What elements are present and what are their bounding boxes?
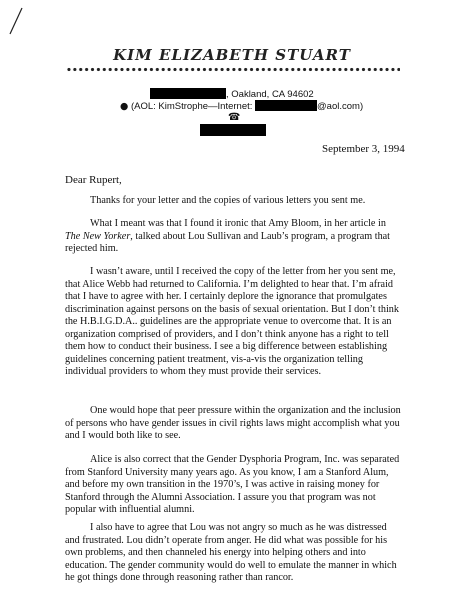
address-city: , Oakland, CA 94602 — [226, 89, 314, 100]
apple-icon: ● — [120, 101, 129, 112]
telephone-icon: ☎ — [228, 112, 241, 123]
paragraph-4: One would hope that peer pressure within the organization and the inclusion of persons who have gender issues in civil rights laws might accomplish what you and I would both like to see. — [65, 405, 401, 441]
paragraph-3: I wasn’t aware, until I received the copy of the letter from her you sent me, that Alice Webb had returned to California. I’m delighted to hear that. I’m afraid that I have to agree with her. I certainly deplore the ignorance that promulgates discrimination against persons on the basis of sexual orientation. But I don’t think the H.B.I.G.D.A.. guidelines are the appropriate venue to overcome that. It is an organization comprised of providers, and I don’t think anyone has a right to tell them how to conduct their business. I see a big difference between establishing guidelines concerning patient treatment, vis-a-vis the organization telling individual providers to whom they must provide their services. — [65, 266, 399, 377]
letter-date: September 3, 1994 — [322, 143, 405, 155]
salutation: Dear Rupert, — [65, 174, 122, 186]
redacted-street-address — [150, 88, 226, 99]
paragraph-1: Thanks for your letter and the copies of various letters you sent me. — [90, 195, 366, 206]
redacted-email-handle — [255, 100, 317, 111]
letterhead-name: KIM ELIZABETH STUART — [113, 46, 351, 64]
aol-suffix: @aol.com) — [317, 101, 364, 112]
paragraph-5: Alice is also correct that the Gender Dysphoria Program, Inc. was separated from Stanford University many years ago. As you know, I am a Stanford Alum, and before my own transition in the 1970’s, I was active in raising money for Stanford through the Alumni Association. I assure you that program was not popular with influential alumni. — [65, 454, 400, 515]
publication-title: The New Yorker — [65, 230, 131, 242]
handwritten-slash-mark — [6, 6, 26, 36]
redacted-phone-number — [200, 124, 266, 136]
paragraph-2-start: What I meant was that I found it ironic that Amy Bloom, in her article in — [90, 218, 386, 229]
aol-prefix: (AOL: KimStrophe—Internet: — [130, 101, 256, 112]
letterhead-dotted-rule — [66, 66, 400, 73]
paragraph-2-end: , talked about Lou Sullivan and Laub’s program, a program that rejected him. — [65, 230, 391, 254]
paragraph-6: I also have to agree that Lou was not angry so much as he was distressed and frustrated. Lou didn’t operate from anger. He did what was possible for his own problems, and then channeled his energy into helping others and into education. The gender community would do well to emulate the manner in which he got things done through reasoning rather than rancor. — [65, 522, 397, 583]
paragraph-2 — [65, 218, 403, 256]
